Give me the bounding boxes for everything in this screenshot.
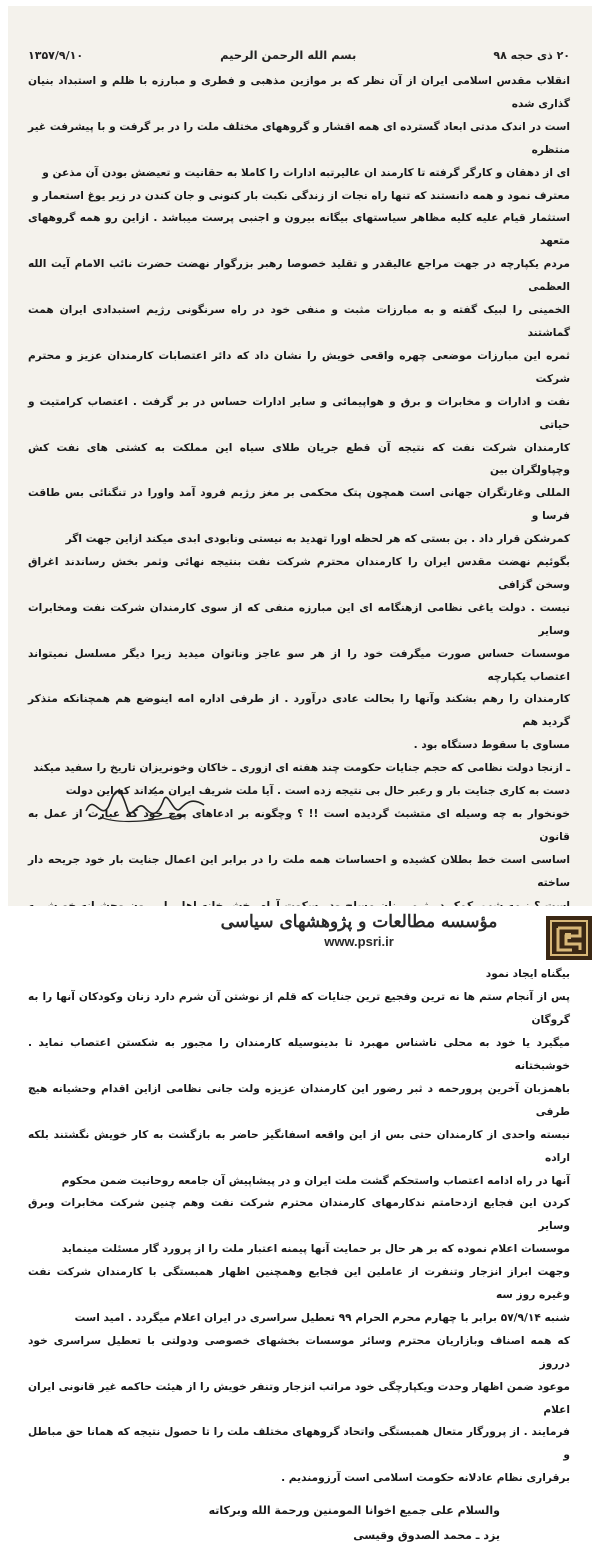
institute-logo-icon: [546, 916, 592, 960]
body-line: ای از دهقان و کارگر گرفته تا کارمند ان عالیرتبه ادارات را کاملا به حقانیت و تعیضش بودن آن مذعن و: [42, 166, 570, 179]
handwritten-signature: [80, 781, 210, 831]
closing-salutation: والسلام علی جمیع اخوانا المومنین ورحمة الله وبرکاته: [208, 1504, 500, 1518]
body-line: موسسات حساس صورت میگرفت خود را از هر سو عاجز وناتوان میدید زیرا دیگر مسلسل نمیتواند اعتصاب یکپارچه: [28, 647, 570, 683]
body-line: ثمره این مبارزات موضعی چهره واقعی خویش را نشان داد که دائر اعتصابات کارمندان عزیز و محترم شرکت: [28, 349, 570, 385]
body-line: برقراری نظام عادلانه حکومت اسلامی است آرزومندیم .: [281, 1472, 570, 1485]
footer-text: [194, 912, 524, 949]
body-line: میگیرد یا خود به محلی ناشناس مهبرد تا بدینوسیله کارمندان را مجبور به شکستن اعتصاب نماید . خوشبختانه: [28, 1037, 570, 1072]
body-line: الخمینی را لبیک گفته و به مبارزات مثبت و منفی خود در راه سرنگونی رژیم استبدادی ایران همت گماشتند: [28, 304, 570, 339]
body-line: دست به کاری جنایت بار و رعبر حال بی نتیجه زده است . آیا ملت شریف ایران میداند که این دولت: [65, 785, 570, 798]
body-line: باهمزبان آخرین پرورحمه د ثبر رضور این کارمندان عزیزه ولت جانی نظامی ازاین اقدام وحشیانه هیچ طرفی: [28, 1082, 570, 1118]
body-line: استثمار قیام علیه کلیه مظاهر سیاستهای بیگانه بیرون و اجنبی پرست میباشد . ازاین رو همه گروههای متعهد: [28, 212, 570, 248]
date-hijri: ۲۰ ذی حجه ۹۸: [493, 48, 570, 62]
basmala: بسم الله الرحمن الرحیم: [220, 48, 357, 62]
body-line: اساسی است خط بطلان کشیده و احساسات همه ملت را در برابر این اعمال جنایت بار خود جریحه دار ساخته: [28, 853, 570, 889]
body-line: کمرشکن قرار داد . بن بستی که هر لحظه اورا تهدید به نیستی ونابودی ابدی میکند ازاین جهت اگر: [65, 533, 570, 546]
body-line: بیگناه ایجاد نمود: [485, 968, 570, 981]
body-line: آنها در راه ادامه اعتصاب واستحکم گشت ملت ایران و در پیشاپیش آن جامعه روحانیت ضمن محکوم: [61, 1174, 570, 1187]
body-line: پس از آنجام ستم ها نه ترین وفجیع ترین جنایات که قلم از نوشتن آن شرم دارد زنان وکودکان آنها را به گروگان: [28, 991, 570, 1027]
body-line: وجهت ابراز انزجار وتنفرت از عاملین این فجایع وهمچنین اظهار همبستگی با کارمندان شرکت نفت وغیره روز سه: [28, 1266, 570, 1302]
body-line: المللی وغارتگران جهانی است همچون پتک محکمی بر مغز رژیم فرود آمد واورا در تنگنائی بس طاقت فرسا و: [28, 487, 570, 523]
body-line: شنبه ۵۷/۹/۱۴ برابر با چهارم محرم الحرام ۹۹ تعطیل سراسری در ایران اعلام میگردد . امید است: [74, 1311, 570, 1324]
body-line: موعود ضمن اظهار وحدت ویکپارچگی خود مراتب انزجار وتنفر خویش را از هیئت حاکمه غیر قانونی ایران اعلام: [28, 1380, 570, 1416]
body-line: ـ ازنجا دولت نظامی که حجم جنایات حکومت چند هفته ای ازوری ـ خاکان وخونریزان تاریخ را سفید میکند: [33, 762, 570, 775]
document-header: [28, 48, 570, 62]
body-line: مردم یکپارچه در جهت مراجع عالیقدر و تقلید خصوصا رهبر بزرگوار نهضت حضرت نائب الامام آیت الله العظمی: [28, 258, 570, 294]
body-line: معترف نمود و همه دانستند که تنها راه نجات از زندگی نکبت بار کنونی و جان کندن در زیر یوغ استعمار و: [32, 189, 570, 202]
body-line: خونخوار به چه وسیله ای متشبث گردیده است !! ؟ وچگونه بر ادعاهای پوچ خود که عبارت از عمل به قانون: [28, 808, 570, 843]
date-solar: ۱۳۵۷/۹/۱۰: [28, 48, 84, 62]
body-line: موسسات اعلام نموده که بر هر حال بر حمایت آنها پیمنه اعتبار ملت را از پرورد گار مسئلت مینماید: [61, 1243, 570, 1256]
body-line: نیست . دولت یاغی نظامی ازهنگامه ای این مبارزه منفی که از سوی کارمندان شرکت نفت ومخابرات وسایر: [28, 601, 570, 637]
body-line: نبسته واحدی از کارمندان حتی بس از این واقعه اسفانگیز حاضر به بازگشت به کار خویش نگشتند بلکه اراده: [28, 1128, 570, 1164]
body-line: بگوئیم نهضت مقدس ایران را کارمندان محترم شرکت نفت بنتیجه نهائی وثمر بخش رساندند اغراق وسخن گزافی: [28, 556, 570, 591]
body-line: انقلاب مقدس اسلامی ایران از آن نظر که بر موازین مذهبی و فطری و مبارزه با ظلم و استبداد بنیان گذاری شده: [28, 75, 570, 110]
body-line: است در اندک مدتی ابعاد گسترده ای همه اقشار و گروههای مختلف ملت را در بر گرفت و با پیشرفت غیر منتظره: [28, 120, 570, 156]
body-line: کارمندان شرکت نفت که نتیجه آن قطع جریان طلای سیاه این مملکت به کشتی های نفت کش وچپاولگران بین: [28, 441, 570, 477]
institute-name: مؤسسه مطالعات و پژوهشهای سیاسی: [220, 912, 498, 932]
footer-watermark: [0, 906, 600, 964]
body-line: کردن این فجایع ازدحامتم ندکارمهای کارمندان محترم شرکت نفت وهم چنین شرکت مخابرات وبرق وسایر: [28, 1197, 570, 1233]
body-line: مساوی با سقوط دستگاه بود .: [413, 739, 570, 752]
body-line: نفت و ادارات و مخابرات و برق و هواپیمائی و سایر ادارات حساس در بر گرفت . اعتصاب کرامتیت و حیاتی: [28, 395, 570, 431]
sender-name: یزد ـ محمد الصدوق وقیسی: [353, 1529, 500, 1542]
body-line: کارمندان را رهم بشکند وآنها را بحالت عادی درآورد . از طرفی اداره امه اینوضع هم همچنانکه متذکر گردید هم: [28, 693, 570, 729]
website-link[interactable]: www.psri.ir: [324, 934, 394, 949]
body-line: فرمایند . از پرورگار متعال همبستگی واتحاد گروههای مختلف ملت را تا حصول نتیجه که همانا حق مباطل و: [28, 1426, 570, 1462]
body-line: که همه اصناف وبازاریان محترم وسائر موسسات بخشهای خصوصی ودولتی با تعطیل سراسری خود درروز: [28, 1334, 570, 1370]
